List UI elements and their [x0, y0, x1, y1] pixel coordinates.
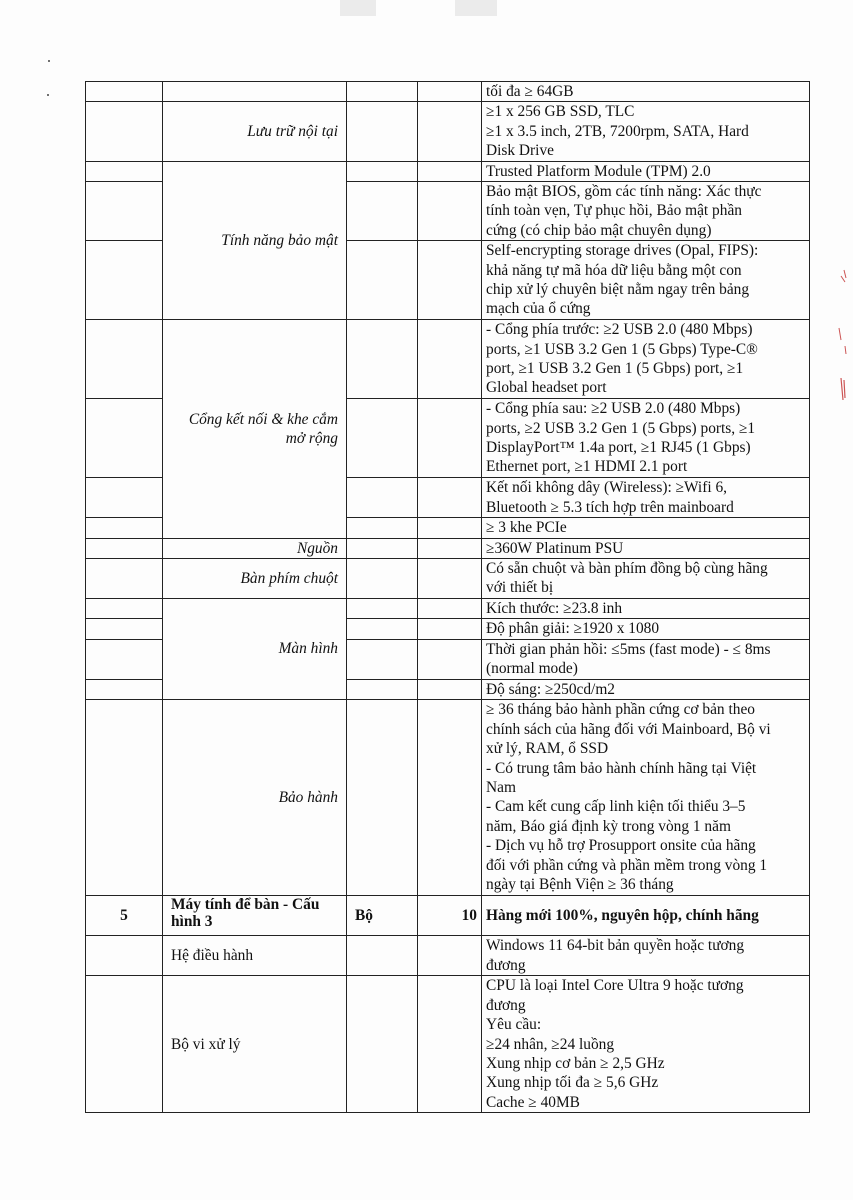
- group-label-ban-phim: Bàn phím chuột: [163, 559, 347, 599]
- spec-line: - Cổng phía trước: ≥2 USB 2.0 (480 Mbps): [486, 321, 753, 339]
- spec-line: Thời gian phản hồi: ≤5ms (fast mode) - ≤ 8ms: [486, 640, 771, 658]
- spec-line: ≥24 nhân, ≥24 luồng: [486, 1035, 615, 1053]
- unit-cell: [347, 102, 418, 161]
- spec-line: Nam: [486, 778, 516, 796]
- spec-line: Độ sáng: ≥250cd/m2: [486, 680, 615, 698]
- product-qty: 10: [418, 896, 482, 936]
- unit-cell: [347, 241, 418, 320]
- spec-line: ≥ 36 tháng bảo hành phần cứng cơ bản theo: [486, 701, 755, 719]
- stt-cell: [86, 936, 163, 976]
- stt-cell: [86, 679, 163, 699]
- spec-line: ≥360W Platinum PSU: [486, 539, 624, 557]
- scan-speck: [47, 94, 49, 96]
- spec-cell: [482, 538, 810, 558]
- unit-cell: [347, 936, 418, 976]
- table-row: [86, 161, 810, 181]
- scan-grain-left: [340, 0, 376, 16]
- unit-cell: [347, 161, 418, 181]
- spec-line: Độ phân giải: ≥1920 x 1080: [486, 620, 660, 638]
- group-label-bo-vi-xu-ly: Bộ vi xử lý: [163, 976, 347, 1113]
- spec-line: Bluetooth ≥ 5.3 tích hợp trên mainboard: [486, 498, 734, 516]
- spec-line: Cache ≥ 40MB: [486, 1093, 580, 1111]
- spec-cell: [482, 399, 810, 478]
- unit-cell: [347, 518, 418, 538]
- spec-line: Windows 11 64-bit bản quyền hoặc tương: [486, 937, 745, 955]
- spec-line: năm, Báo giá định kỳ trong vòng 1 năm: [486, 817, 731, 835]
- stt-cell: [86, 102, 163, 161]
- group-label-nguon: Nguồn: [163, 538, 347, 558]
- stt-cell: [86, 538, 163, 558]
- table-row: [86, 976, 810, 1113]
- stt-cell: [86, 241, 163, 320]
- spec-cell: [482, 518, 810, 538]
- spec-cell: [482, 161, 810, 181]
- qty-cell: [418, 936, 482, 976]
- qty-cell: [418, 399, 482, 478]
- spec-line: - Dịch vụ hỗ trợ Prosupport onsite của hãng: [486, 837, 756, 855]
- stt-cell: [86, 82, 163, 102]
- qty-cell: [418, 161, 482, 181]
- spec-cell: [482, 320, 810, 399]
- spec-line: ngày tại Bệnh Viện ≥ 36 tháng: [486, 875, 674, 893]
- table-row: [86, 82, 810, 102]
- spec-line: đương: [486, 996, 526, 1014]
- spec-line: ≥1 x 3.5 inch, 2TB, 7200rpm, SATA, Hard: [486, 122, 749, 140]
- spec-cell: [482, 976, 810, 1113]
- group-label-bao-mat: Tính năng bảo mật: [163, 161, 347, 320]
- table-row: [86, 320, 810, 399]
- spec-cell: [482, 700, 810, 896]
- spec-line: Trusted Platform Module (TPM) 2.0: [486, 162, 711, 180]
- table-row: [86, 102, 810, 161]
- spec-line: Xung nhịp tối đa ≥ 5,6 GHz: [486, 1074, 659, 1092]
- stt-cell: [86, 639, 163, 679]
- qty-cell: [418, 518, 482, 538]
- group-label-he-dieu-hanh: Hệ điều hành: [163, 936, 347, 976]
- stt-cell: [86, 182, 163, 241]
- spec-cell: [482, 102, 810, 161]
- spec-line: Global headset port: [486, 379, 607, 397]
- group-cell: [163, 82, 347, 102]
- table-row: [86, 538, 810, 558]
- group-label-line: Cổng kết nối & khe cắm: [188, 410, 338, 428]
- spec-cell: [482, 478, 810, 518]
- spec-line: Self-encrypting storage drives (Opal, FIPS):: [486, 242, 759, 260]
- spec-cell: [482, 679, 810, 699]
- qty-cell: [418, 478, 482, 518]
- spec-line: (normal mode): [486, 660, 578, 678]
- spec-line: chip xử lý chuyên biệt nằm ngay trên bảng: [486, 281, 750, 299]
- spec-cell: [482, 639, 810, 679]
- qty-cell: [418, 320, 482, 399]
- spec-line: Kết nối không dây (Wireless): ≥Wifi 6,: [486, 479, 728, 497]
- spec-cell: [482, 936, 810, 976]
- spec-line: ports, ≥2 USB 3.2 Gen 1 (5 Gbps) ports, ≥1: [486, 419, 756, 437]
- unit-cell: [347, 82, 418, 102]
- spec-line: với thiết bị: [486, 579, 554, 597]
- spec-cell: [482, 82, 810, 102]
- group-label-cong-ket-noi: [163, 320, 347, 538]
- spec-line: mạch của ổ cứng: [486, 300, 591, 318]
- spec-line: tối đa ≥ 64GB: [486, 83, 574, 100]
- spec-line: khả năng tự mã hóa dữ liệu bằng một con: [486, 261, 742, 279]
- qty-cell: [418, 976, 482, 1113]
- product-headline: Hàng mới 100%, nguyên hộp, chính hãng: [482, 896, 810, 936]
- spec-cell: [482, 241, 810, 320]
- stt-cell: [86, 619, 163, 639]
- spec-line: đương: [486, 956, 526, 974]
- spec-line: CPU là loại Intel Core Ultra 9 hoặc tương: [486, 977, 744, 995]
- group-label-man-hinh: Màn hình: [163, 599, 347, 700]
- spec-cell: [482, 559, 810, 599]
- spec-line: - Có trung tâm bảo hành chính hãng tại Việt: [486, 759, 757, 777]
- stt-cell: [86, 478, 163, 518]
- qty-cell: [418, 182, 482, 241]
- spec-line: Có sẵn chuột và bàn phím đồng bộ cùng hãng: [486, 560, 768, 578]
- spec-line: Ethernet port, ≥1 HDMI 2.1 port: [486, 458, 688, 476]
- spec-cell: [482, 619, 810, 639]
- qty-cell: [418, 82, 482, 102]
- scan-speck: [48, 60, 50, 62]
- unit-cell: [347, 182, 418, 241]
- spec-line: ports, ≥1 USB 3.2 Gen 1 (5 Gbps) Type-C®: [486, 340, 758, 358]
- stt-cell: [86, 399, 163, 478]
- unit-cell: [347, 538, 418, 558]
- qty-cell: [418, 241, 482, 320]
- spec-line: - Cổng phía sau: ≥2 USB 2.0 (480 Mbps): [486, 400, 741, 418]
- spec-line: Disk Drive: [486, 142, 554, 160]
- group-label-line: mở rộng: [285, 429, 338, 447]
- unit-cell: [347, 700, 418, 896]
- stt-cell: [86, 161, 163, 181]
- product-row: [86, 896, 810, 936]
- spec-line: tính toàn vẹn, Tự phục hồi, Bảo mật phần: [486, 202, 742, 220]
- stt-cell: [86, 976, 163, 1113]
- spec-line: Kích thước: ≥23.8 inh: [486, 600, 623, 618]
- product-name-line: hình 3: [171, 913, 213, 931]
- spec-cell: [482, 599, 810, 619]
- product-name-line: Máy tính để bàn - Cấu: [171, 896, 320, 914]
- stt-cell: [86, 559, 163, 599]
- unit-cell: [347, 559, 418, 599]
- stt-cell: [86, 320, 163, 399]
- spec-table: [85, 81, 810, 1113]
- qty-cell: [418, 102, 482, 161]
- group-label-luu-tru: Lưu trữ nội tại: [163, 102, 347, 161]
- table-row: [86, 599, 810, 619]
- stt-cell: [86, 700, 163, 896]
- spec-line: cứng (có chip bảo mật chuyên dụng): [486, 221, 712, 239]
- spec-line: ≥1 x 256 GB SSD, TLC: [486, 103, 635, 121]
- spec-line: Bảo mật BIOS, gồm các tính năng: Xác thực: [486, 183, 762, 201]
- spec-cell: [482, 182, 810, 241]
- margin-marks: [835, 268, 849, 408]
- unit-cell: [347, 320, 418, 399]
- qty-cell: [418, 639, 482, 679]
- unit-cell: [347, 478, 418, 518]
- stt-cell: [86, 599, 163, 619]
- table-row: [86, 936, 810, 976]
- spec-line: ≥ 3 khe PCIe: [486, 519, 567, 537]
- unit-cell: [347, 599, 418, 619]
- table-row: [86, 559, 810, 599]
- qty-cell: [418, 619, 482, 639]
- qty-cell: [418, 700, 482, 896]
- spec-line: Xung nhịp cơ bản ≥ 2,5 GHz: [486, 1054, 665, 1072]
- product-unit: Bộ: [347, 896, 418, 936]
- spec-line: port, ≥1 USB 3.2 Gen 1 (5 Gbps) port, ≥1: [486, 360, 744, 378]
- stt-cell: [86, 518, 163, 538]
- qty-cell: [418, 559, 482, 599]
- group-label-bao-hanh: Bảo hành: [163, 700, 347, 896]
- unit-cell: [347, 619, 418, 639]
- qty-cell: [418, 538, 482, 558]
- spec-line: chính sách của hãng đối với Mainboard, Bộ vi: [486, 720, 771, 738]
- spec-line: Yêu cầu:: [486, 1016, 542, 1034]
- unit-cell: [347, 976, 418, 1113]
- qty-cell: [418, 679, 482, 699]
- product-stt: 5: [86, 896, 163, 936]
- spec-line: xử lý, RAM, ổ SSD: [486, 740, 609, 758]
- spec-line: DisplayPort™ 1.4a port, ≥1 RJ45 (1 Gbps): [486, 439, 751, 457]
- product-name: [163, 896, 347, 936]
- qty-cell: [418, 599, 482, 619]
- spec-line: đối với phần cứng và phần mềm trong vòng 1: [486, 856, 768, 874]
- unit-cell: [347, 399, 418, 478]
- unit-cell: [347, 639, 418, 679]
- table-row: [86, 700, 810, 896]
- spec-line: - Cam kết cung cấp linh kiện tối thiểu 3–5: [486, 798, 746, 816]
- unit-cell: [347, 679, 418, 699]
- scan-grain-right: [455, 0, 497, 16]
